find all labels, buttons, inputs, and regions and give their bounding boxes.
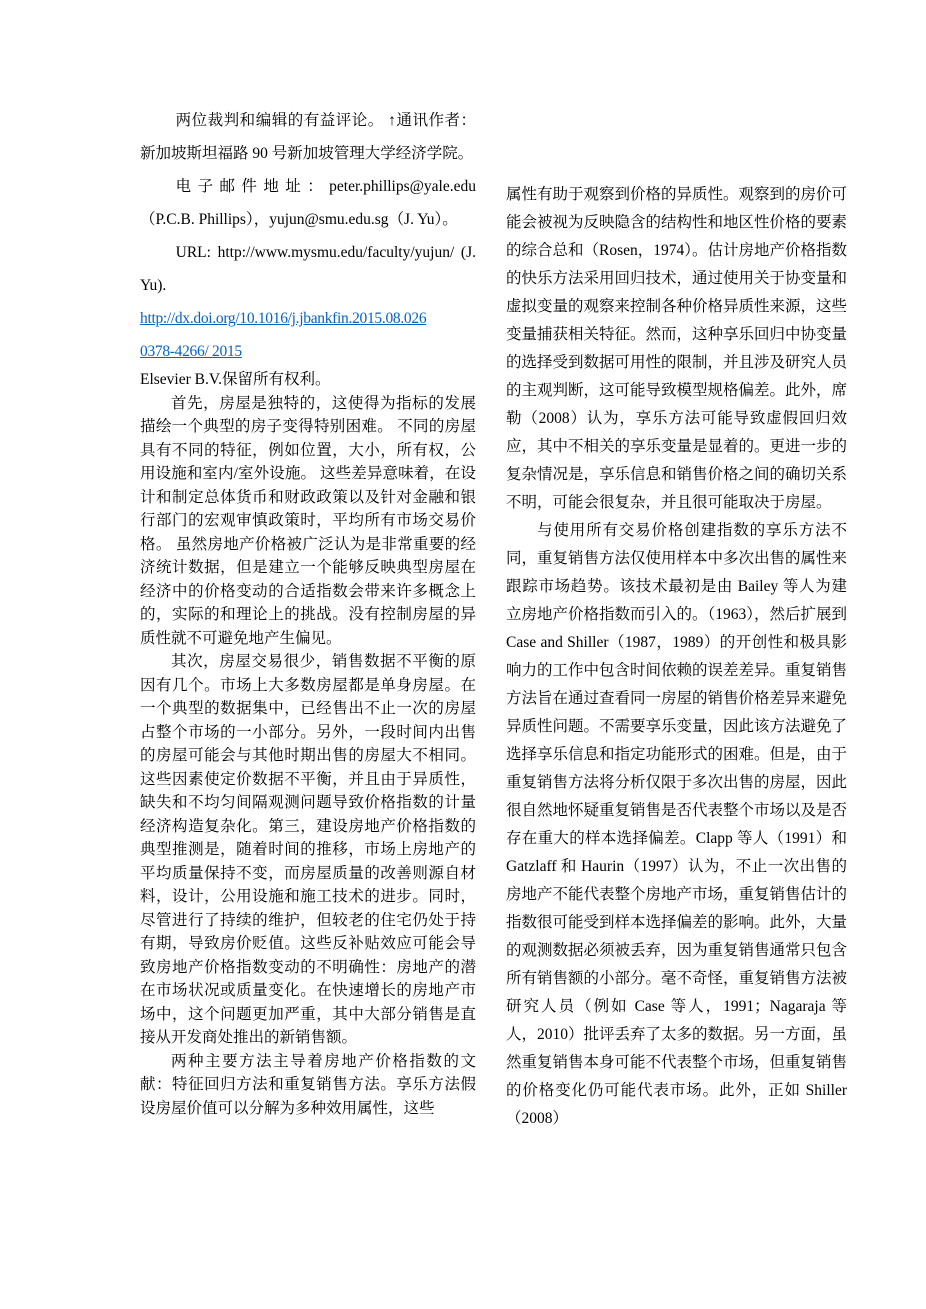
- left-column: [140, 104, 476, 1309]
- paragraph-two-methods-intro: 两种主要方法主导着房地产价格指数的文献：特征回归方法和重复销售方法。享乐方法假设房屋价值可以分解为多种效用属性，这些: [140, 1052, 476, 1117]
- right-column: [506, 104, 847, 1309]
- paragraph-housing-uniqueness: 首先，房屋是独特的，这使得为指标的发展描绘一个典型的房子变得特别困难。 不同的房屋具有不同的特征，例如位置，大小，所有权，公用设施和室内/室外设施。 这些差异意味着，在设计和制定总体货币和财政政策以及针对金融和银行部门的宏观审慎政策时，平均所有市场交易价格。 虽然房地产价格被广泛认为是非常重要的经济统计数据，但是建立一个能够反映典型房屋在经济中的价格变动的合适指数会带来许多概念上的，实际的和理论上的挑战。没有控制房屋的异质性就不可避免地产生偏见。: [140, 394, 476, 647]
- doi-line: [140, 302, 476, 335]
- doi-link[interactable]: http://dx.doi.org/10.1016/j.jbankfin.2015.08.026: [140, 310, 427, 327]
- copyright-text: Elsevier B.V.保留所有权利。: [140, 371, 331, 388]
- issn-line: [140, 335, 476, 368]
- footnote-acknowledgement-text: 两位裁判和编辑的有益评论。 ↑通讯作者：新加坡斯坦福路 90 号新加坡管理大学经济学院。: [140, 112, 476, 162]
- footnote-url-text: URL: http://www.mysmu.edu/faculty/yujun/ (J. Yu).: [140, 244, 476, 294]
- footnote-email-text: 电子邮件地址：peter.phillips@yale.edu（P.C.B. Phillips），yujun@smu.edu.sg（J. Yu）。: [140, 178, 476, 228]
- paragraph-infrequent-sales: 其次，房屋交易很少，销售数据不平衡的原因有几个。市场上大多数房屋都是单身房屋。在一个典型的数据集中，已经售出不止一次的房屋占整个市场的一小部分。另外，一段时间内出售的房屋可能会与其他时期出售的房屋大不相同。这些因素使定价数据不平衡，并且由于异质性，缺失和不均匀间隔观测问题导致价格指数的计量经济构造复杂化。第三，建设房地产价格指数的典型推测是，随着时间的推移，市场上房地产的平均质量保持不变，而房屋质量的改善则源自材料，设计，公用设施和施工技术的进步。同时，尽管进行了持续的维护，但较老的住宅仍处于持有期，导致房价贬值。这些反补贴效应可能会导致房地产价格指数变动的不明确性：房地产的潜在市场状况或质量变化。在快速增长的房地产市场中，这个问题更加严重，其中大部分销售是直接从开发商处推出的新销售额。: [140, 653, 476, 1046]
- footnote-block: [140, 104, 476, 368]
- issn-year-link[interactable]: 0378-4266/ 2015: [140, 343, 242, 360]
- paragraph-repeat-sales-method: 与使用所有交易价格创建指数的享乐方法不同，重复销售方法仅使用样本中多次出售的属性来跟踪市场趋势。该技术最初是由 Bailey 等人为建立房地产价格指数而引入的。（1963），然后扩展到 Case and Shiller（1987，1989）的开创性和极具影响力的工作中包含时间依赖的误差差异。重复销售方法旨在通过查看同一房屋的销售价格差异来避免异质性问题。不需要享乐变量，因此该方法避免了选择享乐信息和指定功能形式的困难。但是，由于重复销售方法将分析仅限于多次出售的房屋，因此很自然地怀疑重复销售是否代表整个市场以及是否存在重大的样本选择偏差。Clapp 等人（1991）和 Gatzlaff 和 Haurin（1997）认为，不止一次出售的房地产不能代表整个房地产市场，重复销售估计的指数很可能受到样本选择偏差的影响。此外，大量的观测数据必须被丢弃，因为重复销售通常只包含所有销售额的小部分。毫不奇怪，重复销售方法被研究人员（例如 Case 等人，1991；Nagaraja 等人，2010）批评丢弃了太多的数据。另一方面，虽然重复销售本身可能不代表整个市场，但重复销售的价格变化仍可能代表市场。此外，正如 Shiller（2008）: [506, 522, 848, 1127]
- paragraph-hedonic-method: 属性有助于观察到价格的异质性。观察到的房价可能会被视为反映隐含的结构性和地区性价格的要素的综合总和（Rosen，1974）。估计房地产价格指数的快乐方法采用回归技术，通过使用关于协变量和虚拟变量的观察来控制各种价格异质性来源，这些变量捕获相关特征。然而，这种享乐回归中协变量的选择受到数据可用性的限制，并且涉及研究人员的主观判断，这可能导致模型规格偏差。此外，席勒（2008）认为，享乐方法可能导致虚假回归效应，其中不相关的享乐变量是显着的。更进一步的复杂情况是，享乐信息和销售价格之间的确切关系不明，可能会很复杂，并且很可能取决于房屋。: [506, 186, 848, 511]
